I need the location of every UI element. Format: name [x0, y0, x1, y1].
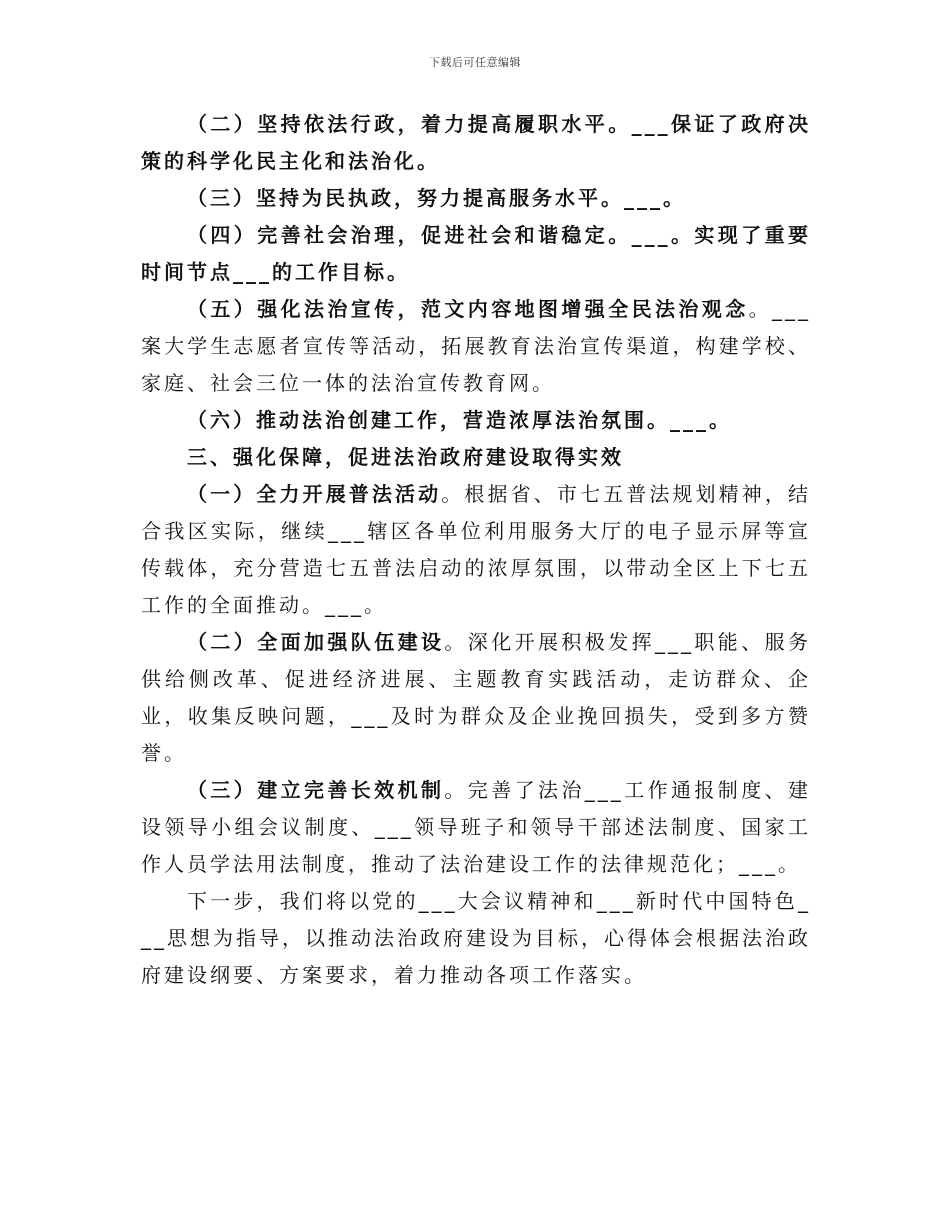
paragraph-item-3	[141, 180, 811, 217]
paragraph-body-text: 。深化开展积极发挥___职能、服务供给侧改革、促进经济进展、主题教育实践活动，走访群众、企业，收集反映问题，___及时为群众及企业挽回损失，受到多方赞誉。	[141, 630, 812, 765]
paragraph-bold-text: （三）建立完善长效机制	[187, 778, 445, 802]
paragraph-item-1-section3	[141, 476, 811, 624]
paragraph-item-6	[141, 402, 811, 439]
paragraph-body-text: 下一步，我们将以党的___大会议精神和___新时代中国特色___思想为指导，以推动法治政府建设为目标，心得体会根据法治政府建设纲要、方案要求，着力推动各项工作落实。	[141, 889, 811, 987]
section-heading-text: 三、强化保障，促进法治政府建设取得实效	[187, 445, 624, 469]
paragraph-body-text: 。___案大学生志愿者宣传等活动，拓展教育法治宣传渠道，构建学校、家庭、社会三位一体的法治宣传教育网。	[141, 297, 812, 395]
paragraph-bold-text: （二）坚持依法行政，着力提高履职水平。___保证了政府决策的科学化民主化和法治化。	[141, 112, 811, 173]
paragraph-body-text: 。完善了法治___工作通报制度、建设领导小组会议制度、___领导班子和领导干部述法制度、国家工作人员学法用法制度，推动了法治建设工作的法律规范化；___。	[141, 778, 812, 876]
paragraph-bold-text: （一）全力开展普法活动	[187, 482, 442, 506]
paragraph-next-steps	[141, 883, 811, 994]
paragraph-bold-text: （三）坚持为民执政，努力提高服务水平。___。	[187, 186, 686, 210]
document-body	[141, 106, 811, 994]
paragraph-item-2-section3	[141, 624, 811, 772]
paragraph-item-5	[141, 291, 811, 402]
paragraph-bold-text: （二）全面加强队伍建设	[187, 630, 445, 654]
paragraph-item-4	[141, 217, 811, 291]
paragraph-bold-text: （六）推动法治创建工作，营造浓厚法治氛围。___。	[187, 408, 732, 432]
paragraph-item-2	[141, 106, 811, 180]
paragraph-bold-text: （四）完善社会治理，促进社会和谐稳定。___。实现了重要时间节点___的工作目标。	[141, 223, 811, 284]
page-header-note: 下载后可任意编辑	[429, 56, 521, 69]
paragraph-body-text: 。根据省、市七五普法规划精神，结合我区实际，继续___辖区各单位利用服务大厅的电子显示屏等宣传载体，充分营造七五普法启动的浓厚氛围，以带动全区上下七五工作的全面推动。___。	[141, 482, 812, 617]
paragraph-item-3-section3	[141, 772, 811, 883]
paragraph-bold-text: （五）强化法治宣传，范文内容地图增强全民法治观念	[187, 297, 749, 321]
section-heading-3	[141, 439, 811, 476]
